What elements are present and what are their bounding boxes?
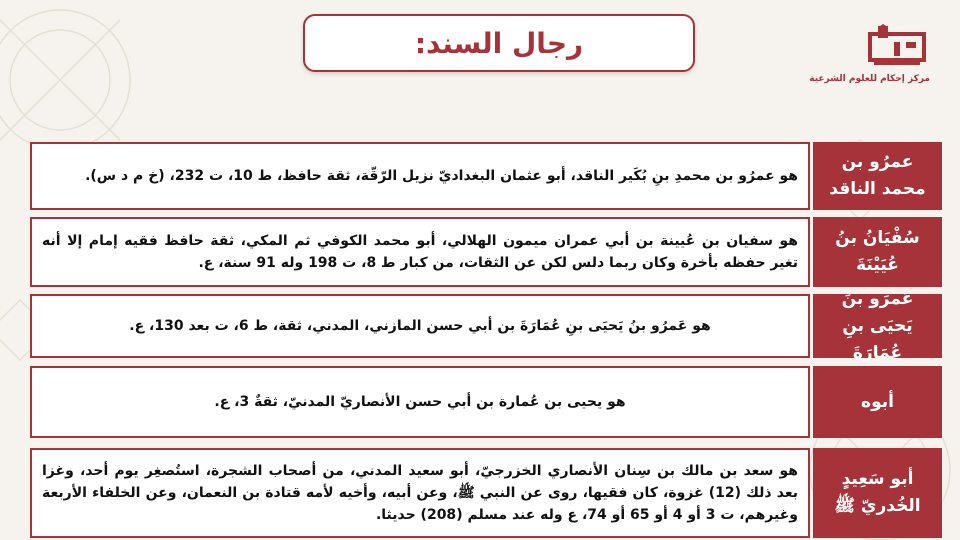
slide-title-box bbox=[303, 14, 695, 72]
narrator-text: هو عَمرُو بنُ يَحيَى بنِ عُمَارَةَ بن أبي حسن المازني، المدني، ثقة، ط 6، ت بعد 130، ع. bbox=[129, 317, 711, 334]
narrator-text: هو سفيان بن عُيينة بن أبي عمران ميمون الهلالي، أبو محمد الكوفي ثم المكي، ثقة حافظ فقيه إمام إلا أنه تغير حفظه بأخرة وكان ربما دلس لكن عن الثقات، من كبار ط 8، ت 198 وله 91 سنة، ع. bbox=[42, 233, 798, 271]
narrator-description bbox=[30, 366, 810, 438]
logo bbox=[809, 24, 930, 96]
narrator-text: هو عمرُو بن محمدِ بنِ بُكَير الناقد، أبو عثمان البغداديّ نزيل الرّقّة، ثقة حافظ، ط 10، ت 232، (خ م د س). bbox=[85, 167, 798, 184]
narrator-description bbox=[30, 142, 810, 210]
logo-subtitle: مركز إحكام للعلوم الشرعية bbox=[809, 74, 930, 84]
narrator-row bbox=[30, 217, 942, 287]
narrator-row bbox=[30, 288, 942, 363]
narrator-text: هو يحيى بن عُمارة بن أبي حسن الأنصاريّ المدنيّ، ثقةٌ 3، ع. bbox=[214, 393, 626, 410]
narrator-description bbox=[30, 448, 810, 538]
narrator-description bbox=[30, 294, 810, 358]
narrator-label: عمرُو بن محمد الناقد bbox=[813, 142, 942, 210]
narrator-description bbox=[30, 217, 810, 287]
narrator-text: هو سعد بن مالك بن سِنان الأنصاري الخزرجيّ، أبو سعيد المدني، من أصحاب الشجرة، استُصغِر يوم أحد، وغزا بعد ذلك (12) غزوة، كان فقيها، روى عن النبي ﷺ، وعن أبيه، وأخيه لأمه قتادة بن النعمان، وعن الخلفاء الأربعة وغيرهم، ت 3 أو 4 أو 65 أو 74، ع وله عند مسلم (208) حديثا. bbox=[42, 463, 798, 523]
narrator-label: سُفْيَانُ بنُ عُيَيْنَةَ bbox=[813, 217, 942, 287]
narrator-row bbox=[30, 366, 942, 438]
logo-icon bbox=[866, 24, 928, 70]
slide-title: رجال السند: bbox=[414, 26, 584, 60]
narrator-label: أبو سَعِيدٍ الخُدريّ ﷺ bbox=[813, 448, 942, 538]
narrator-row bbox=[30, 142, 942, 210]
narrator-label: عَمرَو بنَ يَحيَى بنِ عُمَارَةَ bbox=[813, 294, 942, 358]
narrator-row bbox=[30, 448, 942, 538]
narrator-label: أبوه bbox=[813, 366, 942, 438]
